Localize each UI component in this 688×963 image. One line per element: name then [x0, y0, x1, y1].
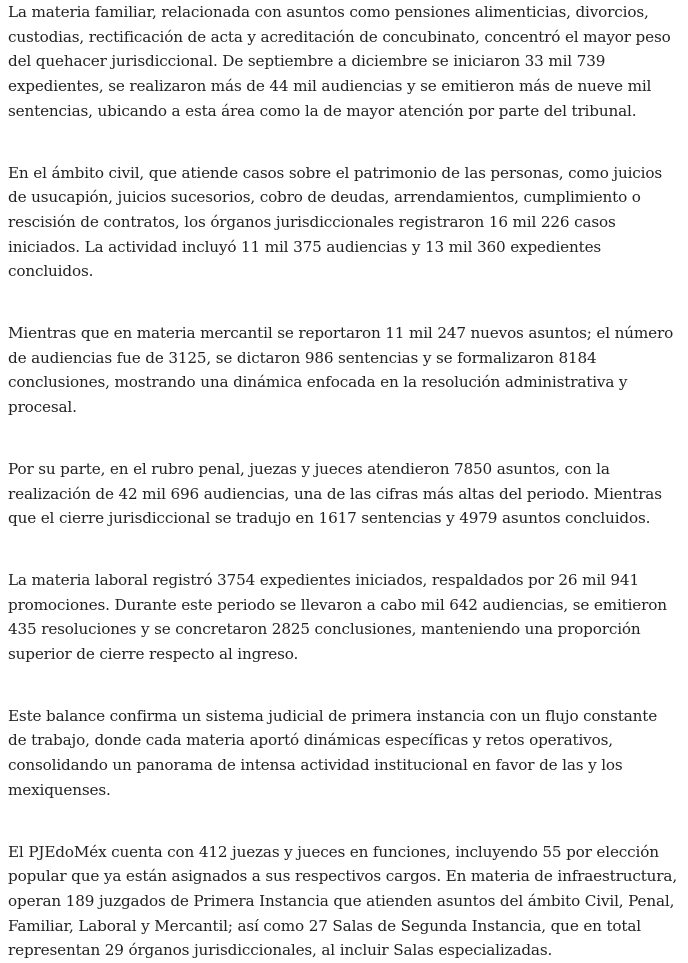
paragraph-civil: En el ámbito civil, que atiende casos sobre el patrimonio de las personas, como juicios de usucapión, juicios sucesorios, cobro de deudas, arrendamientos, cumplimiento o rescisión de contratos, los órganos jurisdiccionales registraron 16 mil 226 casos iniciados. La actividad incluyó 11 mil 375 audiencias y 13 mil 360 expedientes concluidos. — [8, 163, 662, 281]
paragraph-familiar: La materia familiar, relacionada con asuntos como pensiones alimenticias, divorcios, custodias, rectificación de acta y acreditación de concubinato, concentró el mayor peso del quehacer jurisdiccional. De septiembre a diciembre se iniciaron 33 mil 739 expedientes, se realizaron más de 44 mil audiencias y se emitieron más de nueve mil sentencias, ubicando a esta área como la de mayor atención por parte del tribunal. — [8, 3, 671, 120]
paragraph-infraestructura: El PJEdoMéx cuenta con 412 juezas y jueces en funciones, incluyendo 55 por elección popular que ya están asignados a sus respectivos cargos. En materia de infraestructura, operan 189 juzgados de Primera Instancia que atienden asuntos del ámbito Civil, Penal, Familiar, Laboral y Mercantil; así como 27 Salas de Segunda Instancia, que en total representan 29 órganos jurisdiccionales, al incluir Salas especializadas. — [8, 842, 677, 960]
paragraph-penal: Por su parte, en el rubro penal, juezas y jueces atendieron 7850 asuntos, con la realización de 42 mil 696 audiencias, una de las cifras más altas del periodo. Mientras que el cierre jurisdiccional se tradujo en 1617 sentencias y 4979 asuntos concluidos. — [8, 459, 662, 528]
paragraph-laboral: La materia laboral registró 3754 expedientes iniciados, respaldados por 26 mil 941 promociones. Durante este periodo se llevaron a cabo mil 642 audiencias, se emitieron 435 resoluciones y se concretaron 2825 conclusiones, manteniendo una proporción superior de cierre respecto al ingreso. — [8, 570, 667, 664]
paragraph-gap — [8, 803, 680, 840]
paragraph-mercantil: Mientras que en materia mercantil se reportaron 11 mil 247 nuevos asuntos; el número de audiencias fue de 3125, se dictaron 986 sentencias y se formalizaron 8184 conclusiones, mostrando una dinámica enfocada en la resolución administrativa y procesal. — [8, 324, 674, 417]
paragraph-gap — [8, 531, 680, 568]
paragraph-gap — [8, 667, 680, 704]
paragraph-gap — [8, 284, 680, 321]
paragraph-gap — [8, 420, 680, 457]
paragraph-gap — [8, 124, 680, 161]
paragraph-balance: Este balance confirma un sistema judicial de primera instancia con un flujo constante de trabajo, donde cada materia aportó dinámicas específicas y retos operativos, consolidando un panorama de intensa actividad institucional en favor de las y los mexiquenses. — [8, 706, 658, 799]
